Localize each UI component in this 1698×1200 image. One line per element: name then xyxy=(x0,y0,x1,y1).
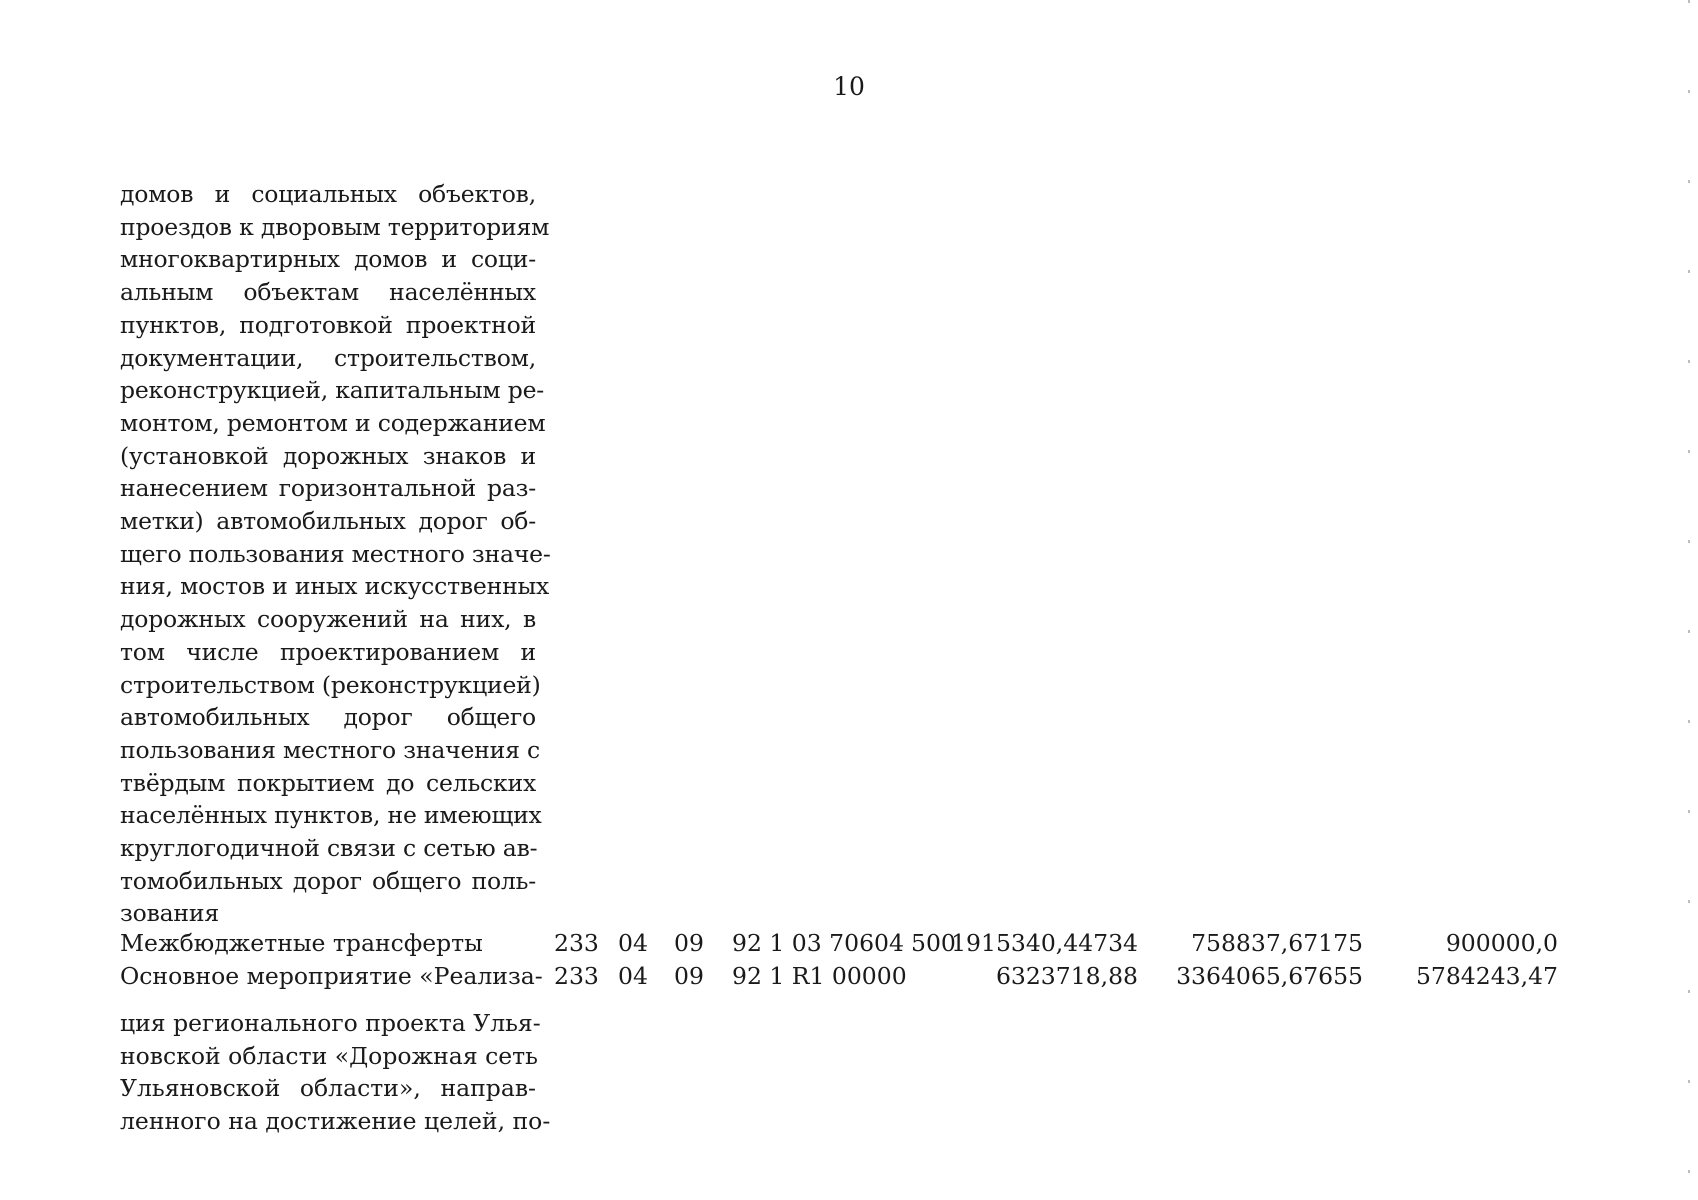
table-row xyxy=(0,960,1698,993)
amount-year-3: 900000,0 xyxy=(1445,929,1558,957)
section-code: 04 xyxy=(618,929,648,957)
row-name: Межбюджетные трансферты xyxy=(120,929,483,957)
scan-margin-marks xyxy=(1688,0,1690,1200)
continuation-line: ция регионального проекта Улья- xyxy=(120,1009,541,1037)
amount-year-1: 6323718,88 xyxy=(995,962,1138,990)
description-line: строительством (реконструкцией) xyxy=(120,670,541,699)
target-article-code: 92 1 R1 00000 xyxy=(732,962,907,990)
amount-year-1: 1915340,44734 xyxy=(951,929,1138,957)
subsection-code: 09 xyxy=(674,962,704,990)
description-line: круглогодичной связи с сетью ав- xyxy=(120,834,538,863)
description-line: реконструкцией, капитальным ре- xyxy=(120,376,545,405)
description-line: документации, строительством, xyxy=(120,343,536,372)
continuation-text xyxy=(120,1007,551,1138)
target-article-code: 92 1 03 70604 xyxy=(732,929,904,957)
amount-year-2: 758837,67175 xyxy=(1191,929,1363,957)
amount-year-3: 5784243,47 xyxy=(1415,962,1558,990)
row-name: Основное мероприятие «Реализа- xyxy=(120,962,543,990)
description-line: томобильных дорог общего поль- xyxy=(120,866,536,895)
description-line: нанесением горизонтальной раз- xyxy=(120,474,536,503)
description-line: пользования местного значения с xyxy=(120,735,540,764)
description-line: твёрдым покрытием до сельских xyxy=(120,768,536,797)
description-line: том числе проектированием и xyxy=(120,637,536,666)
continuation-line: ленного на достижение целей, по- xyxy=(120,1107,551,1136)
description-line: автомобильных дорог общего xyxy=(120,703,536,732)
description-line: щего пользования местного значе- xyxy=(120,539,551,568)
continuation-line: новской области «Дорожная сеть xyxy=(120,1041,538,1070)
description-line: многоквартирных домов и соци- xyxy=(120,245,536,274)
description-line: пунктов, подготовкой проектной xyxy=(120,310,536,339)
description-line: дорожных сооружений на них, в xyxy=(120,605,536,634)
subsection-code: 09 xyxy=(674,929,704,957)
expense-type-code: 500 xyxy=(911,929,956,957)
description-line: проездов к дворовым территориям xyxy=(120,212,550,241)
description-line: альным объектам населённых xyxy=(120,278,536,307)
admin-code: 233 xyxy=(554,962,599,990)
continuation-line: Ульяновской области», направ- xyxy=(120,1074,536,1103)
table-row xyxy=(0,927,1698,960)
page-number: 10 xyxy=(833,72,865,101)
description-line: монтом, ремонтом и содержанием xyxy=(120,408,546,437)
description-text xyxy=(120,178,551,930)
description-line: населённых пунктов, не имеющих xyxy=(120,801,542,830)
description-line: (установкой дорожных знаков и xyxy=(120,441,536,470)
description-line: ния, мостов и иных искусственных xyxy=(120,572,550,601)
description-line: домов и социальных объектов, xyxy=(120,180,536,208)
admin-code: 233 xyxy=(554,929,599,957)
description-line: метки) автомобильных дорог об- xyxy=(120,507,536,536)
amount-year-2: 3364065,67655 xyxy=(1176,962,1363,990)
description-line: зования xyxy=(120,899,219,928)
section-code: 04 xyxy=(618,962,648,990)
